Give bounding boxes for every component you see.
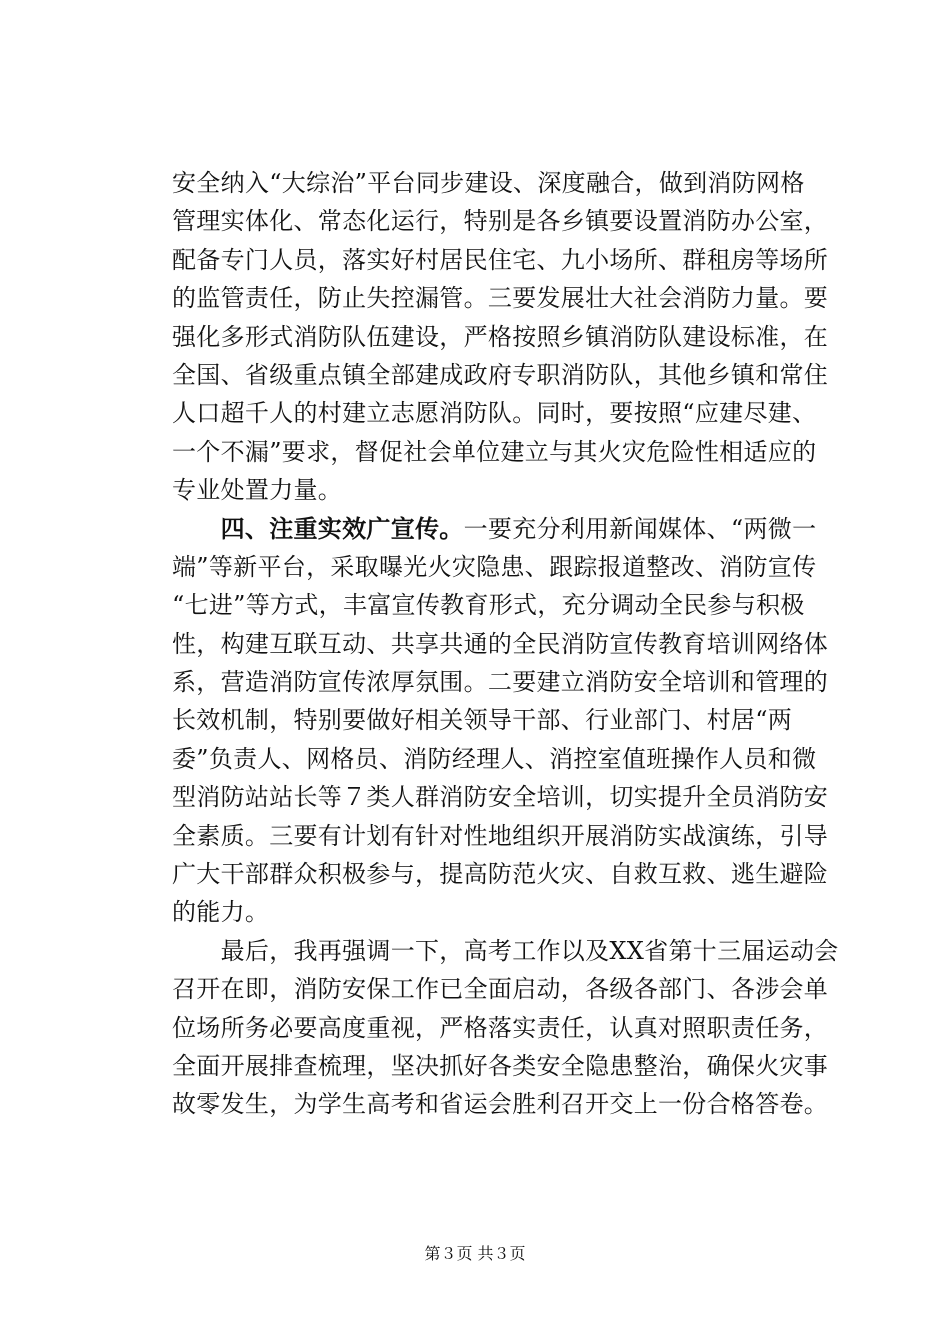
- closing-line: 位场所务必要高度重视，严格落实责任，认真对照职责任务，: [172, 1013, 829, 1042]
- text-line: 一个不漏”要求，督促社会单位建立与其火灾危险性相适应的: [172, 437, 817, 466]
- text-line: 强化多形式消防队伍建设，严格按照乡镇消防队建设标准，在: [172, 322, 829, 351]
- text-line: 端”等新平台，采取曝光火灾隐患、跟踪报道整改、消防宣传: [172, 552, 817, 581]
- closing-line: 故零发生，为学生高考和省运会胜利召开交上一份合格答卷。: [172, 1090, 829, 1119]
- text-line: 的监管责任，防止失控漏管。三要发展壮大社会消防力量。要: [172, 284, 829, 313]
- text-line: 全国、省级重点镇全部建成政府专职消防队，其他乡镇和常住: [172, 360, 829, 389]
- text-line: 系，营造消防宣传浓厚氛围。二要建立消防安全培训和管理的: [172, 668, 829, 697]
- section-4-first-line: [172, 510, 832, 548]
- closing-line: 最后，我再强调一下，高考工作以及XX省第十三届运动会: [172, 936, 839, 965]
- text-line: 人口超千人的村建立志愿消防队。同时，要按照“应建尽建、: [172, 399, 817, 428]
- text-line: 长效机制，特别要做好相关领导干部、行业部门、村居“两: [172, 706, 793, 735]
- text-line: 性，构建互联互动、共享共通的全民消防宣传教育培训网络体: [172, 629, 829, 658]
- section-4-heading: 四、注重实效广宣传。: [220, 513, 464, 543]
- text-line: 安全纳入“大综治”平台同步建设、深度融合，做到消防网格: [172, 169, 805, 197]
- text-line: 委”负责人、网格员、消防经理人、消控室值班操作人员和微: [172, 744, 817, 773]
- section-4-first-line-text: 一要充分利用新闻媒体、“两微一: [463, 514, 817, 543]
- text-line: 的能力。: [172, 898, 270, 927]
- text-line: 专业处置力量。: [172, 476, 343, 505]
- text-line: 型消防站站长等７类人群消防安全培训，切实提升全员消防安: [172, 783, 829, 812]
- text-line: “七进”等方式，丰富宣传教育形式，充分调动全民参与积极: [172, 591, 805, 620]
- closing-line: 全面开展排查梳理，坚决抓好各类安全隐患整治，确保火灾事: [172, 1051, 829, 1080]
- text-line: 配备专门人员，落实好村居民住宅、九小场所、群租房等场所: [172, 245, 829, 274]
- closing-line: 召开在即，消防安保工作已全面启动，各级各部门、各涉会单: [172, 975, 829, 1004]
- text-line: 管理实体化、常态化运行，特别是各乡镇要设置消防办公室，: [172, 207, 829, 236]
- text-line: 全素质。三要有计划有针对性地组织开展消防实战演练，引导: [172, 821, 829, 850]
- text-line: 广大干部群众积极参与，提高防范火灾、自救互救、逃生避险: [172, 860, 829, 889]
- document-body: [172, 164, 839, 1124]
- page-number-footer: 第３页 共３页: [424, 1244, 526, 1263]
